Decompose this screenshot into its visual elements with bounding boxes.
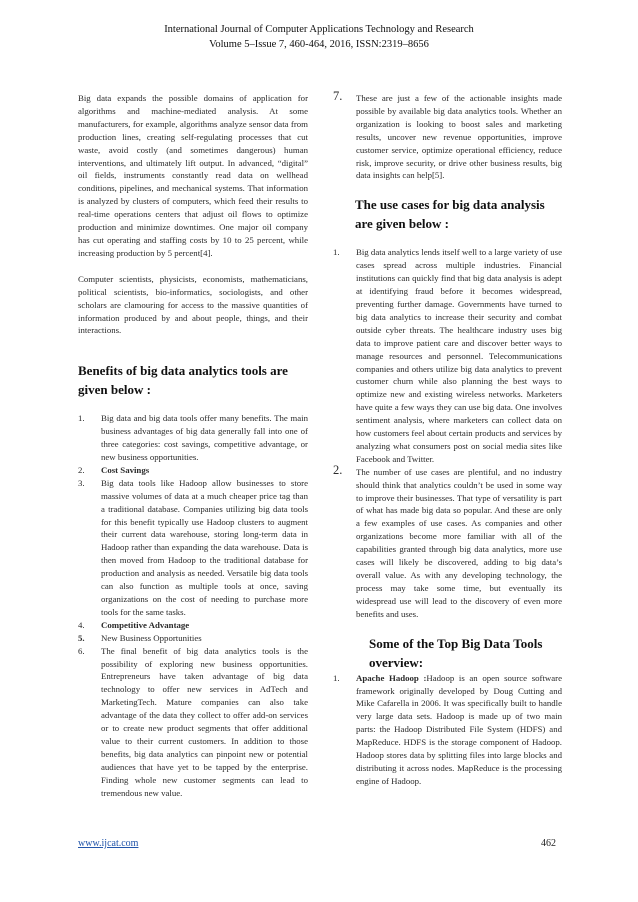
use-cases-heading: The use cases for big data analysis are given below : (355, 197, 545, 232)
list-item: 2. The number of use cases are plentiful, and no industry should think that analytics couldn’t be used in some way to improve their businesses. That type of versatility is part of what has made big data so popular. And these are only a few examples of use cases. As companies and other organizations become more familiar with all of the capabilities granted through big data analytics, more use cases will likely be discovered, adding to big data’s overall value. As with any developing technology, the process may take some time, but eventually its widespread use will lead to the discovery of even more benefits and uses. (333, 462, 562, 619)
list-item: 1. Apache Hadoop :Hadoop is an open source software framework originally developed by Doug Cutting and Mike Cafarella in 2006. It was specifically built to handle very large data sets. Hadoop is made up of two main parts: the Hadoop Distributed File System (HDFS) and MapReduce. HDFS is the storage component of Hadoop. Hadoop stores data by splitting files into large blocks and distributing it across nodes. MapReduce is the processing engine of Hadoop. (333, 672, 562, 786)
list-item: 1. Big data analytics lends itself well to a large variety of use cases spread across multiple industries. Financial institutions can quickly find that big data analysis is adept at identifying fraud before it becomes widespread, preventing further damage. Governments have turned to big data analytics to increase their security and combat outside cyber threats. The healthcare industry uses big data to improve patient care and discover better ways to manage resources and personnel. Telecommunications companies and others utilize big data analytics to prevent customer churn while also planning the best ways to optimize new and existing wireless networks. Marketers have quite a few ways they can use big data. One involves sentiment analysis, where marketers can collect data on how customers feel about certain products and services by analyzing what consumers post on social media sites like Facebook and Twitter. (333, 247, 562, 464)
list-item: 5. New Business Opportunities (78, 632, 202, 643)
list-item: 2. Cost Savings (78, 464, 150, 475)
list-item: 4. Competitive Advantage (78, 619, 190, 630)
paragraph-big-data-domains: Big data expands the possible domains of application for algorithms and machine-mediated analysis. At some manufacturers, for example, algorithms analyze sensor data from production lines, creating self-regulating processes that cut waste, avoid costly (and sometimes dangerous) human interventions, and ultimately lift output. In advanced, “digital” oil fields, instruments constantly read data on wellhead conditions, pipelines, and mechanical systems. That information is analyzed by clusters of computers, which feed their results to real-time operations centers that adjust oil flows to optimize production and minimize downtimes. One major oil company has cut operating and staffing costs by 10 to 25 percent, while increasing production by 5 percent[4]. (78, 93, 308, 258)
journal-title: International Journal of Computer Applications Technology and Research (164, 24, 474, 35)
competitive-advantage-label: Competitive Advantage (101, 619, 190, 630)
benefits-list-continued (333, 89, 562, 182)
tools-list (333, 672, 562, 788)
right-column (333, 89, 562, 788)
journal-volume: Volume 5–Issue 7, 460-464, 2016, ISSN:2319–8656 (209, 39, 429, 50)
list-item: 3. Big data tools like Hadoop allow businesses to store massive volumes of data at a much cheaper price tag than a traditional database. Companies utilizing big data tools for this benefit typically use Hadoop clusters to augment their current data warehouse, storing long-term data in Hadoop rather than expanding the data warehouse. Data is then moved from Hadoop to the traditional database for production and analysis as needed. Versatile big data tools can also function as multiple tools at once, saving organizations on the cost of needing to purchase more tools for the same tasks. (78, 477, 308, 617)
list-item: 7. These are just a few of the actionable insights made possible by available big data analytics tools. Whether an organization is looking to boost sales and marketing results, uncover new revenue opportunities, improve customer service, optimize operational efficiency, reduce risk, improve security, or drive other business results, big data insights can help[5]. (333, 89, 562, 181)
paragraph-scholars: Computer scientists, physicists, economists, mathematicians, political scientists, bio-informatics, sociologists, and other scholars are clamouring for access to the massive quantities of information produced by and about people, things, and their interactions. (78, 273, 308, 336)
new-business-opportunities-label: New Business Opportunities (101, 632, 202, 643)
list-item: 6. The final benefit of big data analytics tools is the possibility of exploring new business opportunities. Entrepreneurs have taken advantage of big data technology to offer new services in AdTech and MarketingTech. Mature companies can also take advantage of the data they collect to offer add-on services or to create new product segments that offer additional value to their current customers. In addition to those benefits, big data analytics can pinpoint new or potential audiences that have yet to be tapped by the enterprise. Finding whole new customer segments can lead to tremendous new value. (78, 645, 308, 798)
list-item: 1. Big data and big data tools offer many benefits. The main business advantages of big data generally fall into one of three categories: cost savings, competitive advantage, or new business opportunities. (78, 413, 308, 463)
use-cases-list (333, 246, 562, 620)
left-column (78, 92, 308, 800)
top-tools-heading: Some of the Top Big Data Tools overview: (369, 635, 543, 670)
cost-savings-label: Cost Savings (101, 464, 150, 475)
tool-name: Apache Hadoop : (356, 672, 427, 683)
journal-header (0, 22, 638, 52)
page-number: 462 (541, 838, 556, 849)
journal-website-link[interactable]: www.ijcat.com (78, 838, 139, 849)
benefits-heading: Benefits of big data analytics tools are given below : (78, 363, 288, 398)
benefits-list (78, 412, 308, 799)
